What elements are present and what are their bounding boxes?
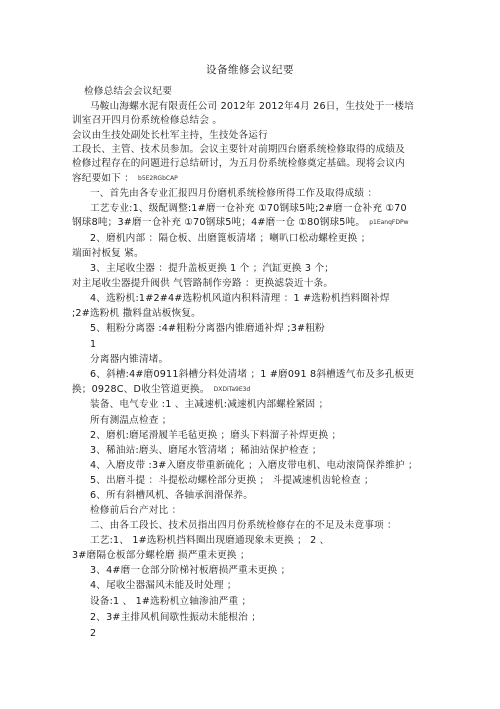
text-line: 工艺专业:1、级配调整:1#磨一仓补充 ①70钢球5吨;2#磨一仓补充 ①70 xyxy=(90,203,407,214)
text-line: 5、出磨斗提 ：斗提松动螺栓部分更换 ； 斗提减速机齿轮检查 ； xyxy=(90,475,374,486)
text-line: 3、主尾收尘器 ：提升盖板更换 1 个 ；汽缸更换 3 个； xyxy=(90,263,335,274)
text-line: 检修总结会会议纪要 xyxy=(84,86,173,97)
text-line: 装备、电气专业 :1 、主减速机:减速机内部螺栓紧固 ； xyxy=(90,399,329,410)
text-line: 4、选粉机:1#2#4#选粉机风道内积料清理 ：1 #选粉机挡料圈补焊 xyxy=(90,293,390,304)
text-line: 会议由生技处副处长杜军主持，生技处各运行 xyxy=(72,130,268,141)
text-line: 2、3#主排风机间歇性振动未能根治 ； xyxy=(90,612,262,623)
text-line: 3、4#磨一仓部分阶梯衬板磨损严重未更换 ； xyxy=(90,565,291,576)
text-line: 端面衬板复 紧。 xyxy=(72,248,144,259)
code-mark: b5E2RGbCAP xyxy=(138,175,178,182)
text-line: 4、尾收尘器漏风未能及时处理 ； xyxy=(90,580,237,591)
code-mark: p1EanqFDPw xyxy=(369,219,409,226)
text-line: 检修前后台产对比 ： xyxy=(90,505,182,516)
text-line: 6、所有斜槽风机、各轴承润滑保养。 xyxy=(90,490,254,501)
text-line: 马鞍山海螺水泥有限责任公司 2012年 2012年4月 26日，生技处于一楼培 xyxy=(90,101,414,112)
text-line: 钢球8吨；3#磨一仓补充 ①70钢球5吨；4#磨一仓 ①80钢球5吨。 p1EanqFDPw xyxy=(72,217,409,228)
page-number: 1 xyxy=(90,339,97,350)
text-line: ;2#选粉机 撒料盘站板恢复。 xyxy=(72,308,201,319)
text-line: 3、稀油站:磨头、磨尾水管清堵 ；稀油站保护检查 ； xyxy=(90,445,322,456)
text-line: 2、磨机内部 ：隔仓板、出磨篦板清堵 ；喇叭口松动螺栓更换 ； xyxy=(90,233,371,244)
text-line: 一、首先由各专业汇报四月份磨机系统检修所得工作及取得成绩 ： xyxy=(90,188,378,199)
text-line: 2、磨机:磨尾滑履羊毛毡更换 ；磨头下料溜子补焊更换 ； xyxy=(90,430,342,441)
page-number: 2 xyxy=(90,628,97,639)
text-line: 训室召开四月份系统检修总结会 。 xyxy=(72,115,223,126)
text-line: 检修过程存在的问题进行总结研讨，为五月份系统检修奠定基础。现将会议内 xyxy=(72,158,405,169)
text-line: 二、由各工段长、技术员指出四月份系统检修存在的不足及未竟事项 ： xyxy=(90,520,397,531)
text-line: 所有测温点检查 ； xyxy=(90,415,172,426)
text-line: 5、粗粉分离器 :4#粗粉分离器内锥磨通补焊 ;3#粗粉 xyxy=(90,323,325,334)
text-line: 设备:1 、 1#选粉机立轴渗油严重 ； xyxy=(90,596,252,607)
text-line: 对主尾收尘器提升阀供 气管路制作旁路 ：更换滤袋近十条。 xyxy=(72,278,334,289)
document-title: 设备维修会议纪要 xyxy=(206,64,294,76)
text-line: 工艺:1、 1#选粉机挡料圈出现磨通现象未更换 ； 2 、 xyxy=(90,535,330,546)
text-line: 容纪要如下 ： b5E2RGbCAP xyxy=(72,173,178,184)
text-line: 6、斜槽:4#磨0911斜槽分料处清堵 ；1 #磨091 8斜槽透气布及多孔板更 xyxy=(90,369,415,380)
text-line: 3#磨隔仓板部分螺栓磨 损严重未更换 ； xyxy=(72,550,250,561)
code-mark: DXDiTa9E3d xyxy=(213,386,251,393)
text-line: 换；0928C、D收尘管道更换。 DXDiTa9E3d xyxy=(72,384,251,395)
text-line: 分离器内锥清堵。 xyxy=(90,354,169,365)
text-line: 工段长、主管、技术员参加。会议主要针对前期四台磨系统检修取得的成绩及 xyxy=(72,144,405,155)
text-line: 4、入磨皮带 :3#入磨皮带重新硫化 ；入磨皮带电机、电动滚筒保养维护 ； xyxy=(90,460,418,471)
